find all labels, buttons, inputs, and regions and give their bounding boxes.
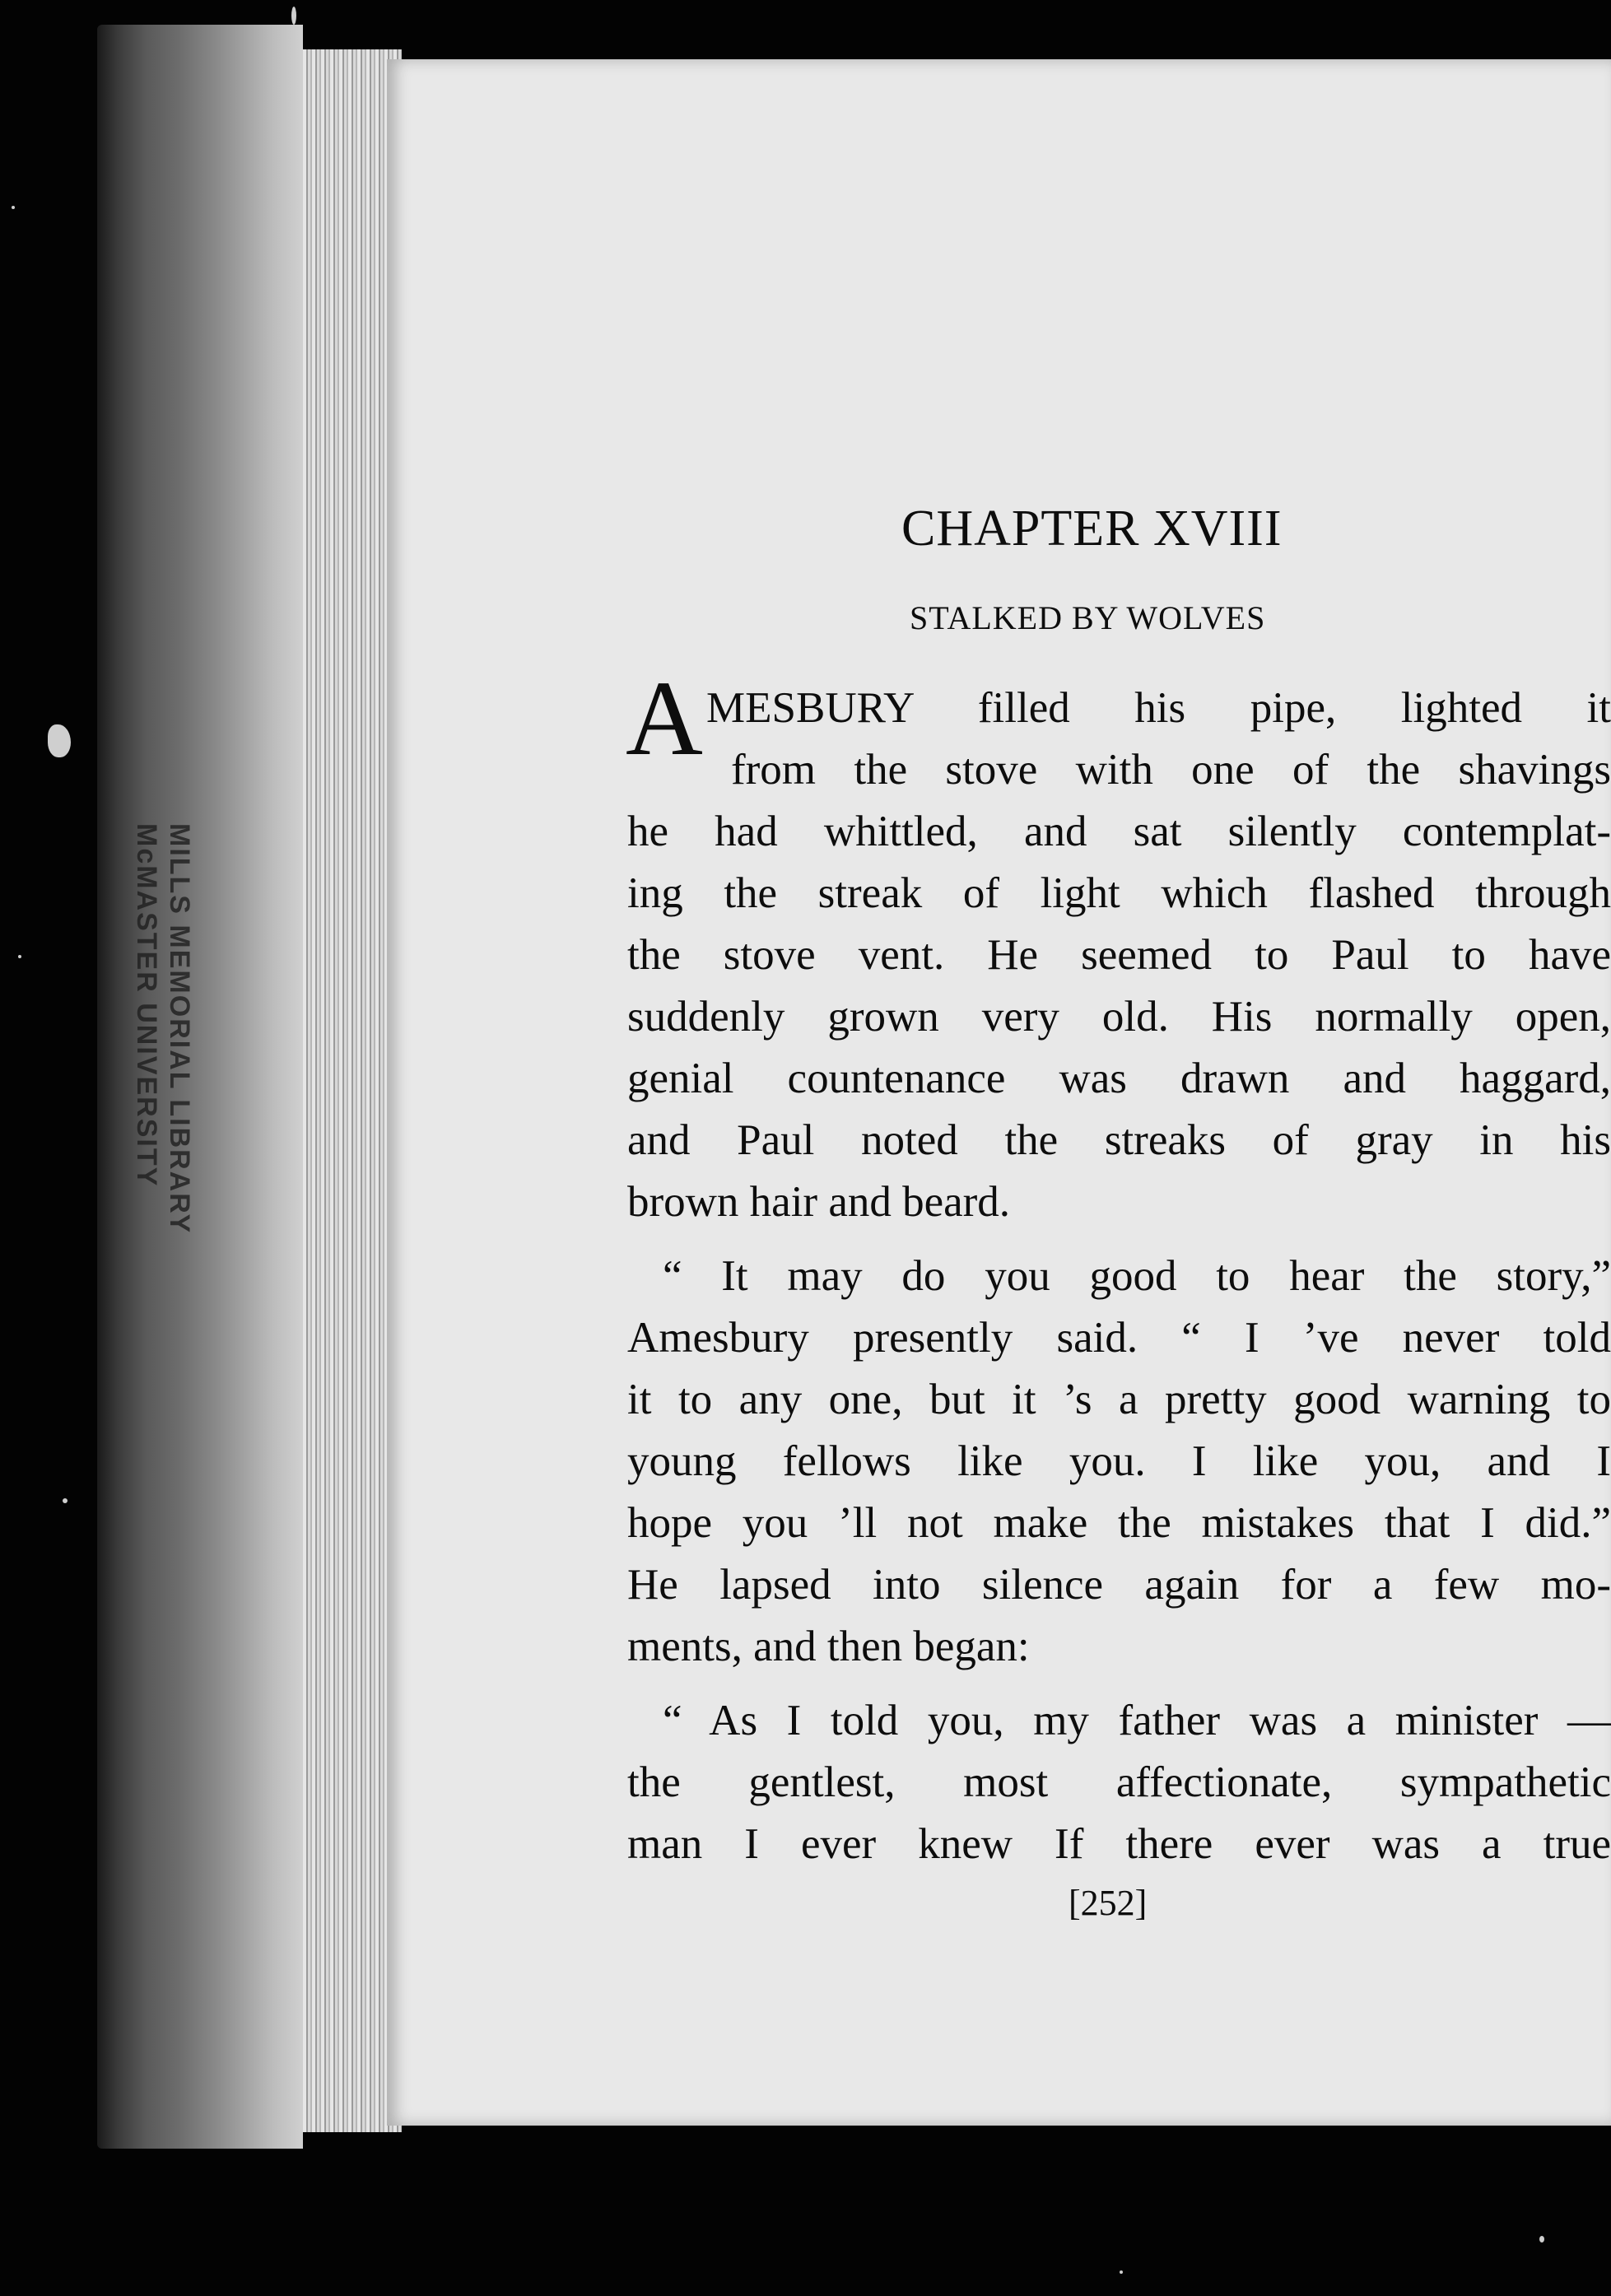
text-line: He lapsed into silence again for a few mo- bbox=[627, 1561, 1611, 1609]
drop-cap: A bbox=[626, 659, 703, 778]
text-line: hope you ’ll not make the mistakes that I did.” bbox=[627, 1499, 1611, 1547]
dust-speck bbox=[291, 7, 296, 25]
text-line: MESBURY filled his pipe, lighted it bbox=[706, 684, 1611, 732]
dust-speck bbox=[1120, 2270, 1123, 2274]
dust-speck bbox=[12, 206, 15, 209]
text-line: ing the streak of light which flashed through bbox=[627, 869, 1611, 917]
library-stamp-line: MILLS MEMORIAL LIBRARY bbox=[164, 823, 195, 1235]
text-line: “ It may do you good to hear the story,” bbox=[663, 1252, 1611, 1300]
text-line: man I ever knew If there ever was a true bbox=[627, 1820, 1611, 1868]
text-line: genial countenance was drawn and haggard, bbox=[627, 1055, 1611, 1102]
dust-speck bbox=[1539, 2236, 1544, 2242]
text-line: it to any one, but it ’s a pretty good warning to bbox=[627, 1376, 1611, 1423]
dust-speck bbox=[48, 724, 71, 757]
text-line: and Paul noted the streaks of gray in his bbox=[627, 1116, 1611, 1164]
library-stamp-line: McMASTER UNIVERSITY bbox=[131, 823, 162, 1188]
text-line: suddenly grown very old. His normally open, bbox=[627, 993, 1611, 1041]
library-stamp bbox=[130, 823, 196, 1234]
text-line: the stove vent. He seemed to Paul to have bbox=[627, 931, 1611, 979]
text-line: from the stove with one of the shavings bbox=[731, 746, 1611, 794]
text-line: the gentlest, most affectionate, sympathetic bbox=[627, 1758, 1611, 1806]
chapter-heading: CHAPTER XVIII bbox=[901, 501, 1283, 557]
text-line: brown hair and beard. bbox=[627, 1178, 1011, 1226]
dust-speck bbox=[18, 955, 21, 958]
book-spine bbox=[97, 25, 303, 2149]
text-line: he had whittled, and sat silently contemplat- bbox=[627, 808, 1611, 855]
chapter-title: STALKED BY WOLVES bbox=[910, 599, 1266, 636]
text-line: young fellows like you. I like you, and I bbox=[627, 1437, 1611, 1485]
text-line: Amesbury presently said. “ I ’ve never told bbox=[627, 1314, 1611, 1362]
dust-speck bbox=[63, 1498, 68, 1503]
text-line: ments, and then began: bbox=[627, 1623, 1030, 1670]
text-line: “ As I told you, my father was a minister — bbox=[663, 1697, 1611, 1744]
page-number: [252] bbox=[1069, 1883, 1148, 1923]
